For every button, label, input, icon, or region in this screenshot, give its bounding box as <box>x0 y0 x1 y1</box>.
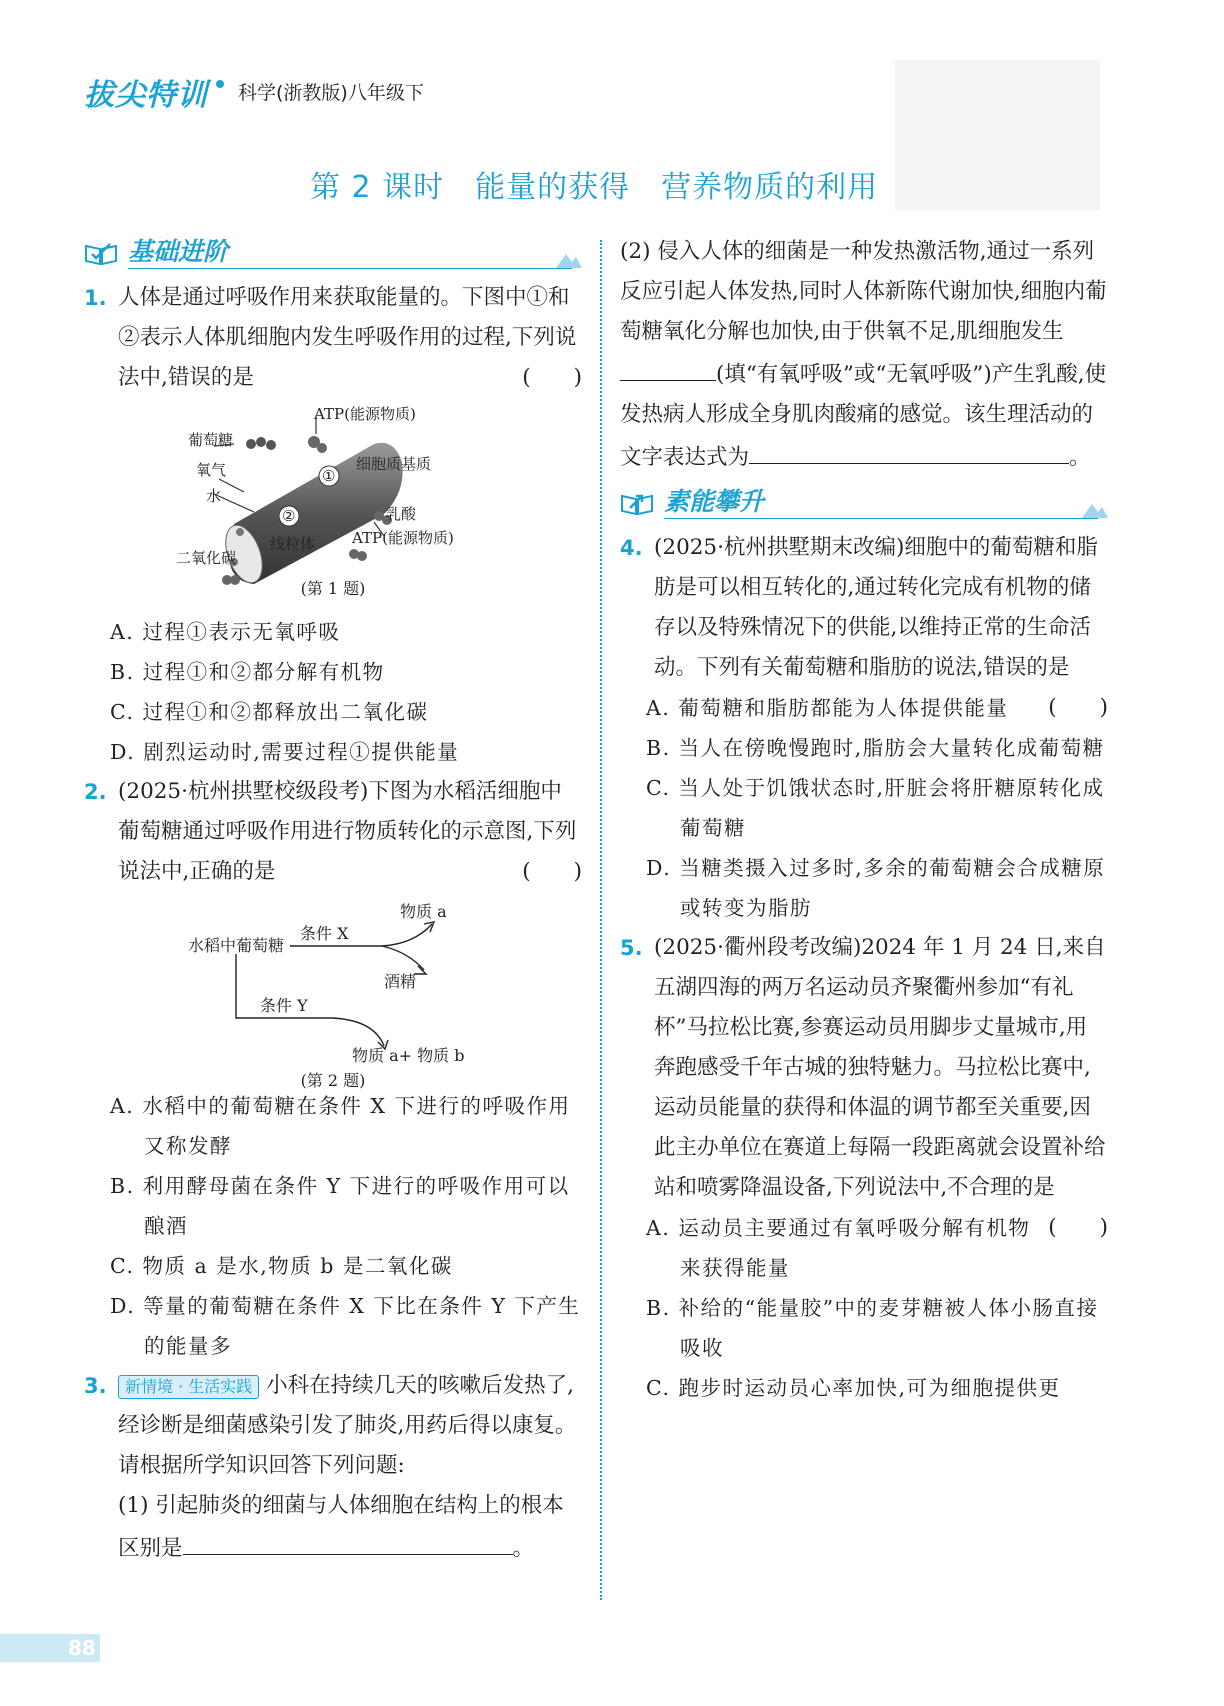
label-mitochondria: 线粒体 <box>270 535 316 553</box>
period: 。 <box>1069 445 1091 470</box>
mountain-icon <box>556 252 582 268</box>
figure-2 <box>84 896 582 1090</box>
left-column <box>84 232 582 1569</box>
label-rice-glucose: 水稻中葡萄糖 <box>188 936 285 955</box>
book-subtitle: 科学(浙教版)八年级下 <box>238 82 424 104</box>
question-number: 1. <box>84 286 107 310</box>
section-title: 基础进阶 <box>128 237 229 266</box>
label-cytoplasm: 细胞质基质 <box>356 455 432 473</box>
section-title: 素能攀升 <box>664 487 765 516</box>
option-a[interactable]: A. 葡萄糖和脂肪都能为人体提供能量 <box>646 696 1009 720</box>
option-b[interactable]: B. 利用酵母菌在条件 Y 下进行的呼吸作用可以酿酒 <box>110 1174 570 1238</box>
option-b[interactable]: B. 当人在傍晚慢跑时,脂肪会大量转化成葡萄糖 <box>646 736 1105 760</box>
option-a[interactable]: A. 过程①表示无氧呼吸 <box>110 620 341 644</box>
header-shade <box>895 60 1100 210</box>
section-rule <box>664 518 1098 519</box>
label-co2: 二氧化碳 <box>176 549 237 567</box>
question-number: 5. <box>620 936 643 960</box>
option-b[interactable]: B. 补给的“能量胶”中的麦芽糖被人体小肠直接吸收 <box>646 1296 1099 1360</box>
label-atp-2: ATP(能源物质) <box>352 529 454 547</box>
header-dot <box>216 80 224 88</box>
answer-blank[interactable] <box>620 352 716 381</box>
option-d[interactable]: D. 当糖类摄入过多时,多余的葡萄糖会合成糖原或转变为脂肪 <box>646 856 1106 920</box>
label-substance-ab: 物质 a+ 物质 b <box>352 1046 465 1065</box>
book-arrow-icon <box>620 490 654 516</box>
question-text: (2025·杭州拱墅校级段考)下图为水稻活细胞中葡萄糖通过呼吸作用进行物质转化的示意图,下列说法中,正确的是 <box>118 779 577 884</box>
book-check-icon <box>84 240 118 266</box>
question-text: 人体是通过呼吸作用来获取能量的。下图中①和②表示人体肌细胞内发生呼吸作用的过程,下列说法中,错误的是 <box>118 285 577 390</box>
label-glucose: 葡萄糖 <box>188 431 234 449</box>
option-c[interactable]: C. 物质 a 是水,物质 b 是二氧化碳 <box>110 1254 453 1278</box>
figure-caption: (第 2 题) <box>300 1071 366 1090</box>
label-process-1: ① <box>322 467 336 485</box>
label-process-2: ② <box>282 507 296 525</box>
figure-1 <box>84 404 582 612</box>
label-condition-y: 条件 Y <box>260 996 308 1015</box>
question-3-part-1 <box>84 1486 582 1569</box>
question-number: 3. <box>84 1374 107 1398</box>
option-a[interactable]: A. 水稻中的葡萄糖在条件 X 下进行的呼吸作用又称发酵 <box>110 1094 571 1158</box>
right-column <box>620 232 1108 1408</box>
option-d[interactable]: D. 等量的葡萄糖在条件 X 下比在条件 Y 下产生的能量多 <box>110 1294 581 1358</box>
question-text: 小科在持续几天的咳嗽后发热了,经诊断是细菌感染引发了肺炎,用药后得以康复。请根据所学知识回答下列问题: <box>118 1373 577 1478</box>
question-5 <box>620 928 1108 1240</box>
brand-logo: 拔尖特训 <box>84 78 208 113</box>
option-c[interactable]: C. 跑步时运动员心率加快,可为细胞提供更 <box>646 1376 1061 1400</box>
question-3-part-2 <box>620 232 1108 478</box>
section-advanced <box>620 482 1108 522</box>
answer-paren[interactable]: ( ) <box>522 859 582 884</box>
lesson-title: 第 2 课时 能量的获得 营养物质的利用 <box>310 170 879 205</box>
label-condition-x: 条件 X <box>300 924 349 943</box>
section-basic <box>84 232 582 272</box>
label-lactic-acid: 乳酸 <box>386 505 417 523</box>
context-tag: 新情境 · 生活实践 <box>118 1375 259 1399</box>
label-atp-1: ATP(能源物质) <box>314 405 416 423</box>
answer-paren[interactable]: ( ) <box>522 365 582 390</box>
answer-blank[interactable] <box>749 435 1069 464</box>
period: 。 <box>512 1536 535 1561</box>
option-d[interactable]: D. 剧烈运动时,需要过程①提供能量 <box>110 740 460 764</box>
question-1 <box>84 278 582 398</box>
option-b[interactable]: B. 过程①和②都分解有机物 <box>110 660 385 684</box>
answer-blank[interactable] <box>183 1526 513 1555</box>
label-oxygen: 氧气 <box>196 461 227 479</box>
subquestion-text: (1) 引起肺炎的细菌与人体细胞在结构上的根本区别是 <box>118 1493 564 1561</box>
answer-paren[interactable]: ( ) <box>1048 695 1108 720</box>
option-c[interactable]: C. 过程①和②都释放出二氧化碳 <box>110 700 429 724</box>
question-number: 2. <box>84 780 107 804</box>
subquestion-text: (2) 侵入人体的细菌是一种发热激活物,通过一系列反应引起人体发热,同时人体新陈代谢加快,细胞内葡萄糖氧化分解也加快,由于供氧不足,肌细胞发生 <box>620 239 1107 344</box>
question-3 <box>84 1366 582 1486</box>
subquestion-text-cont: (填“有氧呼吸”或“无氧呼吸”)产生乳酸,使发热病人形成全身肌肉酸痛的感觉。该生理活动的文字表达式为 <box>620 362 1107 470</box>
option-a[interactable]: A. 运动员主要通过有氧呼吸分解有机物来获得能量 <box>646 1216 1031 1280</box>
label-alcohol: 酒精 <box>384 972 417 991</box>
option-c[interactable]: C. 当人处于饥饿状态时,肝脏会将肝糖原转化成葡萄糖 <box>646 776 1105 840</box>
answer-paren[interactable]: ( ) <box>1048 1215 1108 1240</box>
page-number: 88 <box>68 1636 96 1660</box>
question-text: (2025·衢州段考改编)2024 年 1 月 24 日,来自五湖四海的两万名运动员齐聚衢州参加“有礼杯”马拉松比赛,参赛运动员用脚步丈量城市,用奔跑感受千年古城的独特魅力。马拉松比赛中,运动员能量的获得和体温的调节都至关重要,因此主办单位在赛道上每隔一段距离就会设置补给站和喷雾降温设备,下列说法中,不合理的是 <box>654 935 1106 1200</box>
column-divider <box>600 240 602 1600</box>
label-substance-a: 物质 a <box>400 902 447 921</box>
mountain-icon <box>1082 502 1108 518</box>
section-rule <box>128 268 572 269</box>
question-2 <box>84 772 582 892</box>
question-text: (2025·杭州拱墅期末改编)细胞中的葡萄糖和脂肪是可以相互转化的,通过转化完成有机物的储存以及特殊情况下的供能,以维持正常的生命活动。下列有关葡萄糖和脂肪的说法,错误的是 <box>654 535 1098 680</box>
question-number: 4. <box>620 536 643 560</box>
label-water: 水 <box>206 487 222 505</box>
figure-caption: (第 1 题) <box>300 579 366 598</box>
page-number-tab <box>0 1634 100 1662</box>
